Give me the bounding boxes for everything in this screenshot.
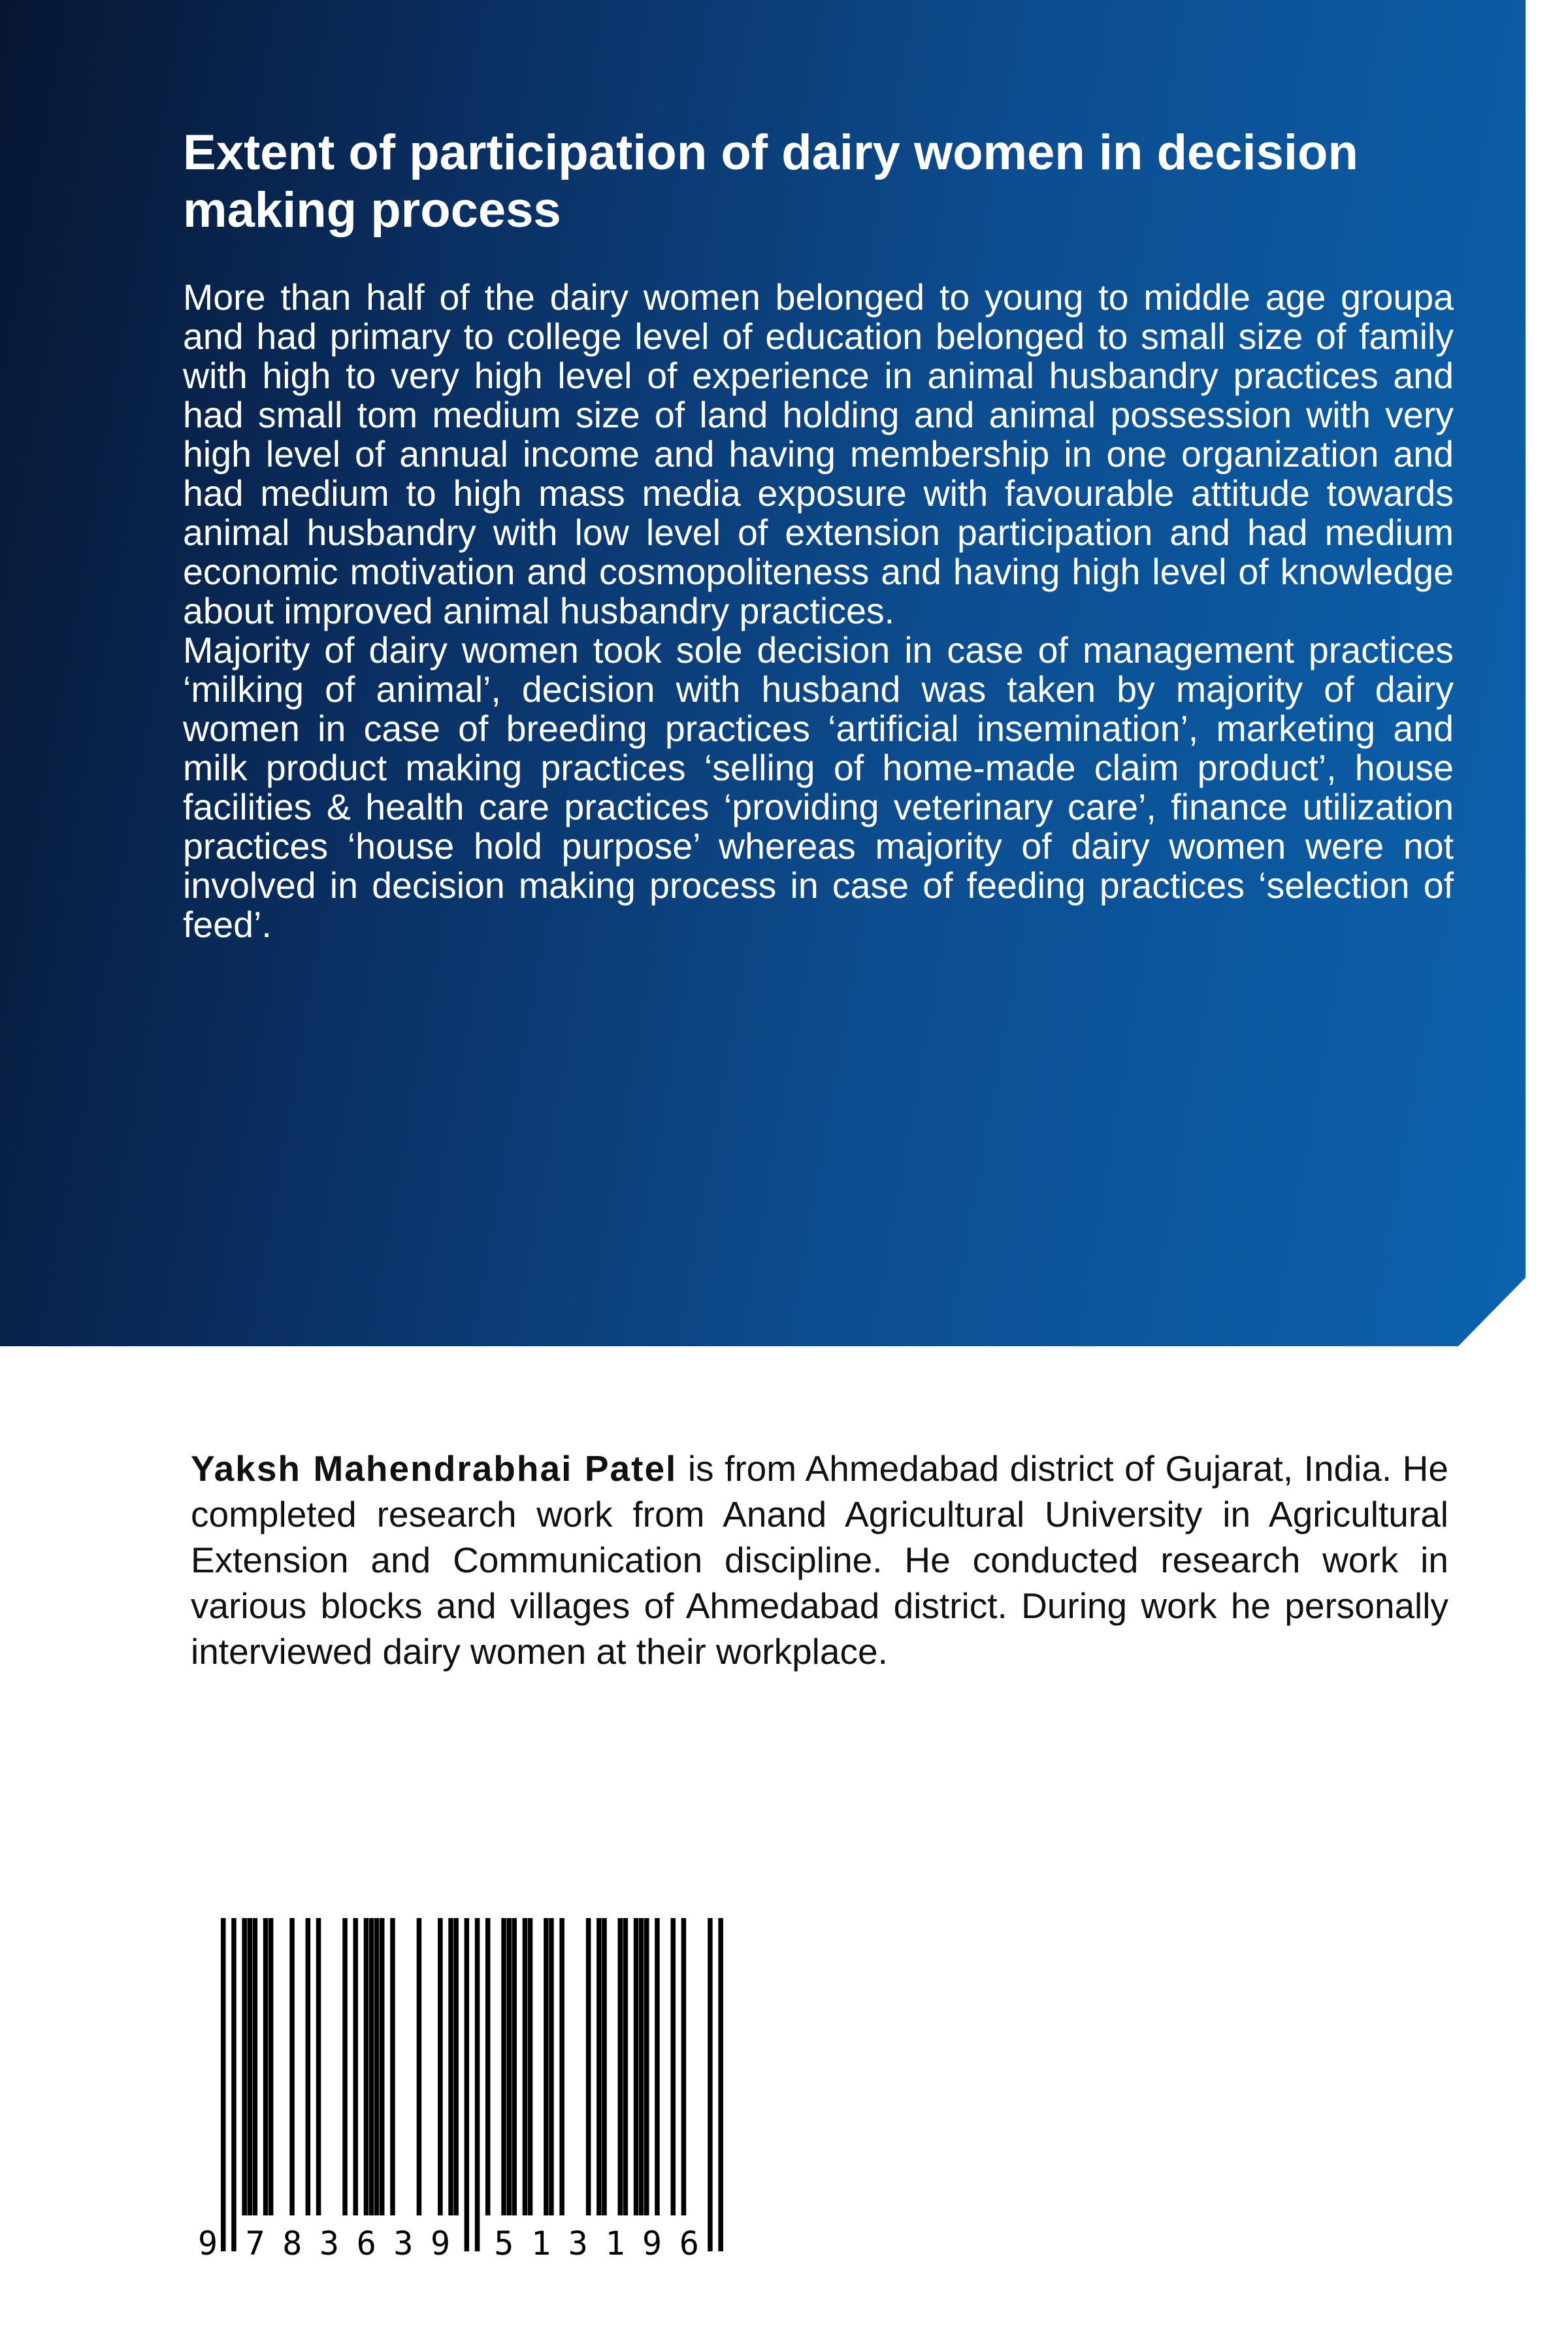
barcode-bar <box>602 1918 607 2215</box>
barcode-bar <box>364 1918 369 2215</box>
barcode-bar <box>231 1918 237 2251</box>
barcode-bar <box>681 1918 687 2215</box>
barcode-bar <box>523 1918 528 2215</box>
barcode-digit: 1 <box>531 2225 551 2262</box>
barcode-digit: 3 <box>319 2225 340 2262</box>
barcode-bar <box>475 1918 480 2251</box>
barcode-bar <box>263 1918 269 2215</box>
barcode-bar <box>453 1918 459 2215</box>
barcode-digit: 9 <box>431 2225 451 2262</box>
barcode-bar <box>644 1918 649 2215</box>
blurb-paragraph-2: Majority of dairy women took sole decision in case of management practices ‘milking of animal’, decision with husband was taken by majority of dairy women in case of breeding practices ‘artificial insemination’, marketing and milk product making practices ‘selling of home-made claim product’, house facilities & health care practices ‘providing veterinary care’, finance utilization practices ‘house hold purpose’ whereas majority of dairy women were not involved in decision making process in case of feeding practices ‘selection of feed’. <box>183 630 1454 945</box>
barcode-digit: 3 <box>393 2225 414 2262</box>
barcode-bar <box>306 1918 311 2215</box>
barcode-bar <box>253 1918 258 2215</box>
barcode-digit: 6 <box>679 2225 699 2262</box>
barcode-bar <box>586 1918 591 2215</box>
barcode-digit: 8 <box>282 2225 302 2262</box>
barcode-bar <box>353 1918 359 2215</box>
barcode-bar <box>342 1918 348 2215</box>
barcode-bar <box>501 1918 506 2215</box>
barcode-bar <box>465 1918 470 2251</box>
barcode-bar <box>596 1918 602 2215</box>
barcode-digit: 6 <box>356 2225 376 2262</box>
author-bio-text: is from Ahmedabad district of Gujarat, India. He completed research work from Anand Agricultural University in Agricultural Extension and Communication discipline. He conducted research work in various blocks and villages of Ahmedabad district. During work he personally interviewed dairy women at their workplace. <box>191 1448 1448 1672</box>
author-name: Yaksh Mahendrabhai Patel <box>191 1448 678 1489</box>
barcode-bar <box>506 1918 512 2215</box>
barcode-bar <box>639 1918 644 2215</box>
barcode-bar <box>634 1918 639 2215</box>
barcode-bar <box>618 1918 623 2215</box>
barcode-bar <box>623 1918 629 2215</box>
barcode-bar <box>248 1918 253 2215</box>
author-bio <box>191 1446 1448 1674</box>
barcode-bar <box>671 1918 676 2215</box>
barcode-digit: 9 <box>642 2225 662 2262</box>
barcode-bar <box>708 1918 713 2251</box>
barcode-digit: 7 <box>245 2225 265 2262</box>
barcode-bar <box>549 1918 554 2215</box>
back-cover-blurb <box>183 278 1454 944</box>
barcode-bar <box>485 1918 491 2215</box>
barcode-bar <box>448 1918 453 2215</box>
barcode-bar <box>544 1918 549 2215</box>
barcode-bar <box>718 1918 723 2251</box>
barcode-bar <box>438 1918 443 2215</box>
barcode-bar <box>221 1918 226 2251</box>
barcode-digits <box>198 2225 699 2262</box>
barcode-bar <box>559 1918 564 2215</box>
barcode-bar <box>380 1918 385 2215</box>
barcode-digit: 9 <box>197 2225 218 2262</box>
barcode-bar <box>417 1918 422 2215</box>
barcode-bar <box>242 1918 247 2215</box>
barcode-bar <box>390 1918 395 2215</box>
barcode-bar <box>289 1918 295 2215</box>
blurb-paragraph-1: More than half of the dairy women belonged to young to middle age groupa and had primary to college level of education belonged to small size of family with high to very high level of experience in animal husbandry practices and had small tom medium size of land holding and animal possession with very high level of annual income and having membership in one organization and had medium to high mass media exposure with favourable attitude towards animal husbandry with low level of extension participation and had medium economic motivation and cosmopoliteness and having high level of knowledge about improved animal husbandry practices. <box>183 277 1454 631</box>
barcode-digit: 3 <box>568 2225 588 2262</box>
barcode-bar <box>269 1918 274 2215</box>
isbn-barcode <box>196 1918 751 2264</box>
barcode-bar <box>316 1918 321 2215</box>
barcode-bar <box>655 1918 660 2215</box>
barcode-bar <box>374 1918 380 2215</box>
barcode-digit: 1 <box>605 2225 625 2262</box>
barcode-digit: 5 <box>494 2225 514 2262</box>
barcode-bars <box>221 1918 723 2251</box>
barcode-bar <box>528 1918 533 2215</box>
barcode-bar <box>512 1918 517 2215</box>
barcode-bar <box>369 1918 374 2215</box>
back-cover-title: Extent of participation of dairy women in decision making process <box>183 125 1358 238</box>
